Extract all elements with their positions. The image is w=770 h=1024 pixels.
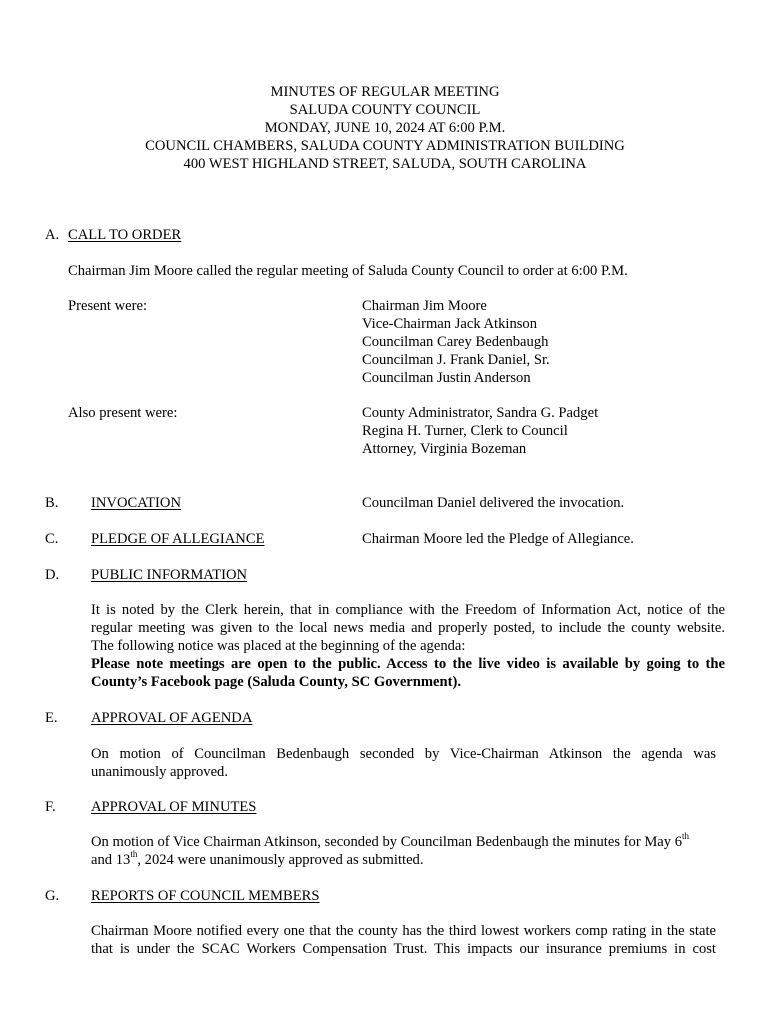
notice-line-bold: County’s Facebook page (Saluda County, SC Government). [91, 674, 462, 690]
present-member: Councilman Justin Anderson [362, 370, 531, 386]
also-present-member: Attorney, Virginia Bozeman [362, 441, 527, 457]
section-f-letter: F. [45, 799, 56, 815]
section-g-letter: G. [45, 888, 60, 904]
paragraph-line: It is noted by the Clerk herein, that in compliance with the Freedom of Information Act, notice of the [91, 602, 725, 618]
header-line: SALUDA COUNTY COUNCIL [289, 102, 481, 118]
present-member: Chairman Jim Moore [362, 298, 487, 314]
minutes-text: , 2024 were unanimously approved as submitted. [137, 852, 424, 868]
invocation-text: Councilman Daniel delivered the invocation. [362, 495, 625, 511]
section-e-letter: E. [45, 710, 58, 726]
paragraph-line: The following notice was placed at the beginning of the agenda: [91, 638, 466, 654]
header-line: 400 WEST HIGHLAND STREET, SALUDA, SOUTH CAROLINA [183, 156, 587, 172]
present-label: Present were: [68, 298, 148, 314]
present-member: Vice-Chairman Jack Atkinson [362, 316, 538, 332]
header-line: MINUTES OF REGULAR MEETING [270, 84, 500, 100]
ordinal-suffix: th [682, 831, 690, 842]
document-header [0, 83, 770, 173]
header-line: MONDAY, JUNE 10, 2024 AT 6:00 P.M. [264, 120, 506, 136]
paragraph-line: On motion of Councilman Bedenbaugh seconded by Vice-Chairman Atkinson the agenda was [91, 746, 716, 762]
ordinal-suffix: th [130, 849, 138, 860]
pledge-text: Chairman Moore led the Pledge of Allegiance. [362, 531, 634, 547]
section-a-title: CALL TO ORDER [68, 227, 182, 243]
approval-of-minutes-line-2 [91, 851, 424, 869]
also-present-list [362, 404, 598, 458]
present-list [362, 297, 550, 387]
section-c-title: PLEDGE OF ALLEGIANCE [91, 531, 265, 547]
section-b-title: INVOCATION [91, 495, 181, 511]
approval-of-minutes-line-1 [91, 833, 689, 851]
section-c-letter: C. [45, 531, 59, 547]
section-g-title: REPORTS OF COUNCIL MEMBERS [91, 888, 320, 904]
section-d-title: PUBLIC INFORMATION [91, 567, 248, 583]
paragraph-line: unanimously approved. [91, 764, 228, 780]
paragraph-line: regular meeting was given to the local news media and properly posted, to include the county website. [91, 620, 725, 636]
also-present-label: Also present were: [68, 405, 178, 421]
section-d-letter: D. [45, 567, 60, 583]
public-information-paragraph [91, 601, 725, 691]
present-member: Councilman J. Frank Daniel, Sr. [362, 352, 550, 368]
present-member: Councilman Carey Bedenbaugh [362, 334, 549, 350]
also-present-member: County Administrator, Sandra G. Padget [362, 405, 599, 421]
paragraph-line: that is under the SCAC Workers Compensation Trust. This impacts our insurance premiums in cost [91, 941, 716, 957]
header-line: COUNCIL CHAMBERS, SALUDA COUNTY ADMINISTRATION BUILDING [145, 138, 625, 154]
section-a-letter: A. [45, 227, 60, 243]
also-present-member: Regina H. Turner, Clerk to Council [362, 423, 568, 439]
council-reports-paragraph [91, 922, 716, 958]
paragraph-line: Chairman Moore notified every one that the county has the third lowest workers comp rating in the state [91, 923, 716, 939]
minutes-text: On motion of Vice Chairman Atkinson, seconded by Councilman Bedenbaugh the minutes for May 6 [91, 834, 683, 850]
approval-of-agenda-paragraph [91, 745, 716, 781]
section-b-letter: B. [45, 495, 59, 511]
section-e-title: APPROVAL OF AGENDA [91, 710, 253, 726]
call-to-order-text: Chairman Jim Moore called the regular meeting of Saluda County Council to order at 6:00 P.M. [68, 263, 628, 279]
notice-line-bold: Please note meetings are open to the public. Access to the live video is available by going to the [91, 656, 725, 672]
section-f-title: APPROVAL OF MINUTES [91, 799, 257, 815]
minutes-text: and 13 [91, 852, 131, 868]
